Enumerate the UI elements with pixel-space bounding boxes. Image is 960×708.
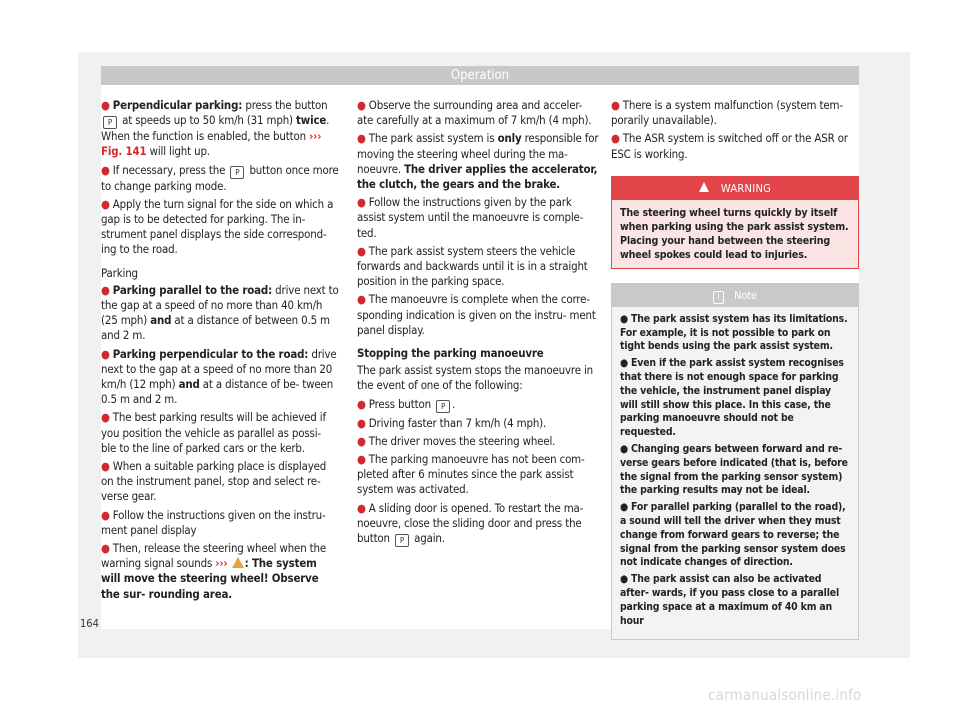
bullet-not-completed: ● The parking manoeuvre has not been com- pleted after 6 minutes since the park assist system was activated.	[357, 452, 585, 497]
column-1	[101, 98, 339, 605]
warning-text: The steering wheel turns quickly by itself when parking using the park assist system. Placing your hand between the steering wheel spokes could lead to injuries.	[612, 200, 858, 268]
bullet-icon: ●	[620, 357, 629, 370]
bullet-icon: ●	[101, 459, 110, 474]
bullet-turn-signal: ● Apply the turn signal for the side on which a gap is to be detected for parking. The in- strument panel displays the side correspond- ing to the road.	[101, 196, 334, 257]
info-icon: i	[713, 291, 724, 304]
note-body	[612, 307, 858, 640]
header-title: Operation	[450, 68, 510, 83]
bullet-icon: ●	[620, 312, 629, 325]
bullet-malfunction: ● There is a system malfunction (system tem- porarily unavailable).	[611, 98, 843, 128]
parking-heading: Parking	[101, 265, 138, 280]
section-header	[101, 66, 859, 85]
bullet-icon: ●	[357, 433, 366, 448]
bullet-icon: ●	[357, 292, 366, 307]
bullet-driving-faster: ● Driving faster than 7 km/h (4 mph).	[357, 415, 547, 430]
bullet-perpendicular: ● Parking perpendicular to the road: drive next to the gap at a speed of no more than 20 km/h (12 mph) and at a distance of be- tween 0.5 m and 2 m.	[101, 346, 337, 407]
bullet-icon: ●	[101, 282, 110, 297]
watermark: carmanualsonline.info	[708, 686, 862, 704]
note-header: i Note	[612, 284, 858, 307]
park-assist-button-icon: P	[436, 400, 450, 413]
note-box	[611, 283, 859, 641]
stopping-heading: Stopping the parking manoeuvre	[357, 346, 544, 361]
warning-box	[611, 176, 859, 269]
bullet-icon: ●	[357, 98, 366, 112]
warning-triangle-icon	[232, 557, 244, 568]
warning-triangle-icon	[699, 182, 709, 192]
bullet-icon: ●	[620, 501, 629, 514]
bullet-icon: ●	[611, 98, 620, 112]
bullet-icon: ●	[101, 98, 110, 112]
bullet-only-responsible: ● The park assist system is only responsible for moving the steering wheel during the ma- noeuvre. The driver applies the accelerator, the clutch, the gears and the brake.	[357, 131, 599, 192]
bullet-icon: ●	[357, 131, 366, 146]
bullet-parallel: ● Parking parallel to the road: drive next to the gap at a speed of no more than 40 km/h (25 mph) and at a distance of between 0.5 m and 2 m.	[101, 282, 339, 343]
bullet-follow-park-assist: ● Follow the instructions given by the park assist system until the manoeuvre is comple- ted.	[357, 195, 584, 240]
bullet-icon: ●	[357, 396, 366, 411]
note-item: ● Even if the park assist system recognises that there is not enough space for parking the vehicle, the instrument panel display will still show this place. In this case, the parking manoeuvre should not be requested.	[620, 357, 844, 439]
page-number: 164	[80, 617, 99, 630]
park-assist-button-icon: P	[395, 534, 409, 547]
bullet-press-button: ● Press button P .	[357, 396, 456, 411]
bullet-best-results: ● The best parking results will be achieved if you position the vehicle as parallel as possi- ble to the line of parked cars or the kerb.	[101, 410, 326, 455]
bullet-icon: ●	[101, 410, 110, 425]
warning-reference-link[interactable]: ›››	[215, 556, 228, 571]
bullet-icon: ●	[611, 131, 620, 146]
bullet-release-wheel: ● Then, release the steering wheel when the warning signal sounds ››› : The system will move the steering wheel! Observe the sur- rounding area.	[101, 541, 327, 601]
bullet-manoeuvre-complete: ● The manoeuvre is complete when the corre- sponding indication is given on the instru- ment panel display.	[357, 292, 596, 337]
bullet-accelerate: ● Observe the surrounding area and acceler- ate carefully at a maximum of 7 km/h (4 mph).	[357, 98, 592, 128]
park-assist-button-icon: P	[103, 116, 117, 129]
bullet-icon: ●	[357, 195, 366, 210]
bullet-change-mode: ● If necessary, press the P button once more to change parking mode.	[101, 162, 339, 193]
note-item: ● For parallel parking (parallel to the road), a sound will tell the driver when they must change from forward gears to reverse; the signal from the parking sensor system does not indicate changes of direction.	[620, 501, 846, 569]
bullet-perpendicular-parking: ● Perpendicular parking: press the button P at speeds up to 50 km/h (31 mph) twice. When the function is enabled, the button ››› Fig. 141 will light up.	[101, 98, 330, 159]
note-item: ● The park assist system has its limitations. For example, it is not possible to park on tight bends using the park assist system.	[620, 312, 848, 353]
note-item: ● The park assist can also be activated after- wards, if you pass close to a parallel parking space at a maximum of 40 km an hour	[620, 573, 840, 627]
bullet-icon: ●	[357, 415, 366, 430]
bullet-icon: ●	[357, 243, 366, 258]
bullet-follow-instructions: ● Follow the instructions given on the instru- ment panel display	[101, 507, 326, 537]
bullet-icon: ●	[101, 196, 110, 211]
column-3	[611, 98, 859, 640]
bullet-icon: ●	[101, 541, 110, 556]
bullet-icon: ●	[357, 500, 366, 515]
column-2	[357, 98, 600, 550]
bullet-icon: ●	[101, 507, 110, 522]
figure-reference-link[interactable]: ››› Fig. 141	[101, 129, 322, 159]
bullet-steers-vehicle: ● The park assist system steers the vehicle forwards and backwards until it is in a straight position in the parking space.	[357, 243, 588, 289]
park-assist-button-icon: P	[230, 166, 244, 179]
bullet-icon: ●	[620, 573, 629, 586]
bullet-icon: ●	[101, 346, 110, 361]
warning-header: WARNING	[612, 177, 858, 200]
bullet-icon: ●	[620, 442, 629, 455]
bullet-driver-moves-wheel: ● The driver moves the steering wheel.	[357, 433, 556, 448]
bullet-reverse-gear: ● When a suitable parking place is displayed on the instrument panel, stop and select re- verse gear.	[101, 459, 327, 504]
bullet-icon: ●	[101, 162, 110, 177]
stopping-intro: The park assist system stops the manoeuvre in the event of one of the following:	[357, 363, 594, 393]
bullet-asr-esc: ● The ASR system is switched off or the ASR or ESC is working.	[611, 131, 848, 161]
bullet-sliding-door: ● A sliding door is opened. To restart the ma- noeuvre, close the sliding door and press the button P again.	[357, 500, 584, 546]
bullet-icon: ●	[357, 452, 366, 467]
note-item: ● Changing gears between forward and re- verse gears before indicated (that is, before the signal from the parking sensor system) the parking results may not be ideal.	[620, 442, 848, 497]
